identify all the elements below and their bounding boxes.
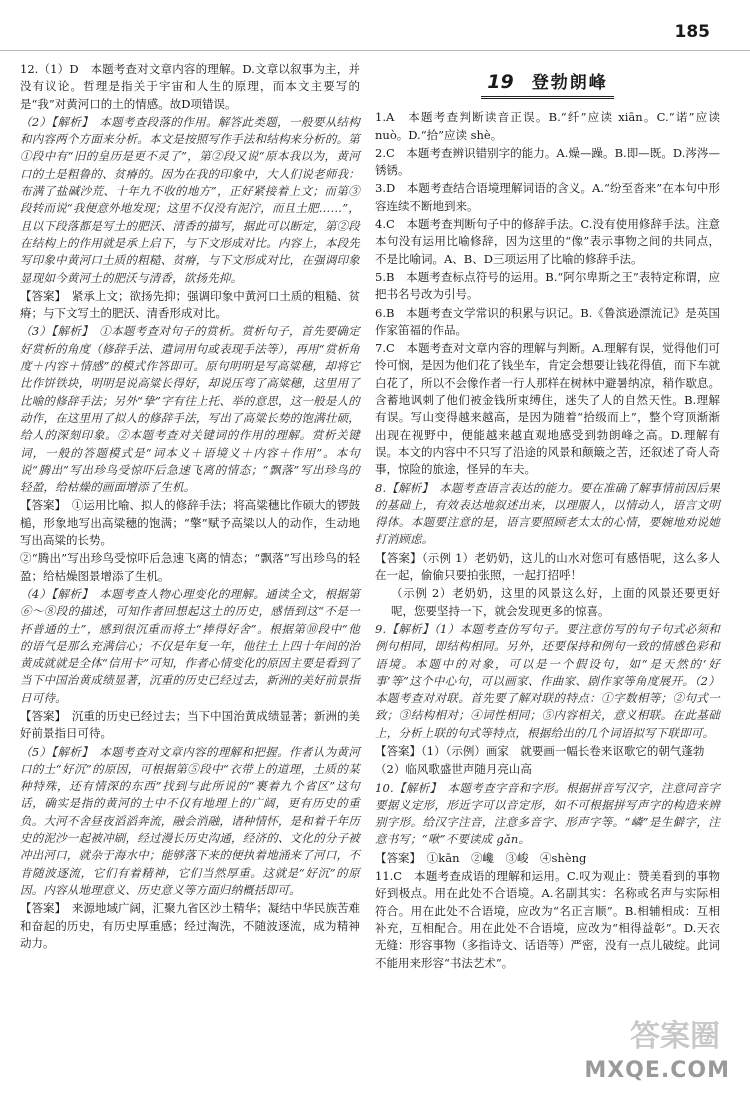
answer-paragraph: （3）【解析】 ①本题考查对句子的赏析。赏析句子，首先要确定好赏析的角度（修辞手法、遣词用句或表现手法等），再用“赏析角度＋内容＋情感”的模式作答即可。原句明明是写高粱穗，却将它比作饼铁块，明明是说高粱长得好，却说压弯了高粱穗，这里用了比喻的修辞手法；另外“挚”字有往上托、举的意思，这一般是人的动作，在这里用了拟人的修辞手法，写出了高粱长势的饱满壮硕，给人的深刻印象。②本题考查对关键词的作用的理解。赏析关键词，一般的答题模式是“词本义＋语境义＋内容＋作用”。本句说“腾出”写出珍鸟受惊吓后急速飞离的情态；“飘落”写出珍鸟的轻盈，给枯燥的画面增添了生机。 xyxy=(20,324,360,495)
answer-paragraph: 【答案】 ①kān ②巉 ③峻 ④shèng xyxy=(375,850,587,865)
left-column xyxy=(20,60,360,952)
answer-paragraph: 【答案】 紧承上文；欲扬先抑；强调印象中黄河口土质的粗糙、贫瘠；与下文写土的肥沃、清香形成对比。 xyxy=(20,288,360,321)
answer-paragraph: 12.（1）D 本题考查对文章内容的理解。D.文章以叙事为主，并没有议论。哲理是指关于宇宙和人生的原理，而本文主要写的是“我”对黄河口的土的情感。故D项错误。 xyxy=(20,62,360,111)
watermark-logo: 答案圈 xyxy=(630,1019,720,1054)
answer-paragraph: 9.【解析】（1）本题考查仿写句子。要注意仿写的句子句式必须和例句相同，即结构相同。另外，还要保持和例句一致的情感色彩和语境。本题中的对象，可以是一个假设句，如“是天然的‘好事’等”这个中心句，可以画家、作曲家、剧作家等角度展开。（2）本题考查对对联。首先要了解对联的特点：①字数相等；②句式一致；③结构相对；④词性相同；⑤内容相关，意义相联。在此基础上，分析上联的句式等特点，根据给出的几个词语拟写下联即可。 xyxy=(375,621,720,740)
answer-paragraph: （5）【解析】 本题考查对文章内容的理解和把握。作者认为黄河口的土“好沉”的原因，可根据第⑤段中“衣带上的道理，土质的某种特殊，还有情深的东西”找到与此所说的“裹着九个省区”这句话，确实是指的黄河的土中不仅有地理上的广阔，更有历史的重负。大河不舍昼夜滔滔奔流，融会消融，诸种情怀，是和着千年历史的泥沙一起被冲刷，经过漫长历史沟通，经济的、文化的分子被冲出河口，就杂于海水中；能够落下来的便执着地涌来了河口，不肯随波逐流，它们有着精神，它们当然厚重。这就是“好沉”的原因。内容从地理意义、历史意义等方面归纳概括即可。 xyxy=(20,744,360,897)
answer-paragraph: 【答案】（1）（示例）画家 就要画一幅长卷来讴歌它的朝气蓬勃 xyxy=(375,743,705,758)
answer-paragraph: （2）【解析】 本题考查段落的作用。解答此类题，一般要从结构和内容两个方面来分析。本文是按照写作手法和结构来分析的。第①段中有“旧的皇历是更不灵了”，第②段又说“原本我以为，黄河口的土是粗鲁的、贫瘠的。因为在我的印象中，大人们说老师我：布满了盐碱沙荒、十年九不收的地方”，正好紧接着上文；而第③段转而说“我便意外地发现；这里不仅没有泥泞，而且土肥……”，且以下段落都是写土的肥沃、清香的描写，据此可以断定，第②段在结构上的作用就是承上启下，与下文形成对比。内容上，本段先写印象中黄河口土质的粗糙、贫瘠，与下文形成对比，在强调印象显现如今黄河土的肥沃与清香，欲扬先抑。 xyxy=(20,114,360,285)
answer-paragraph: 【答案】 沉重的历史已经过去；当下中国治黄成绩显著；新洲的美好前景指日可待。 xyxy=(20,708,360,741)
answer-paragraph: （示例 2）老奶奶，这里的风景这么好，上面的风景还要更好呢，您要坚持一下，就会发现更多的惊喜。 xyxy=(391,586,720,618)
answer-paragraph: 【答案】 ①运用比喻、拟人的修辞手法；将高粱穗比作硕大的锣鼓槌，形象地写出高粱穗的饱满；“擎”赋予高粱以人的动作，生动地写出高粱的长势。 xyxy=(20,498,360,548)
answer-paragraph: 【答案】 来源地域广阔，汇聚九省区沙土精华；凝结中华民族苦难和奋起的历史，有历史厚重感；经过淘洗，不随波逐流，成为精神动力。 xyxy=(20,901,360,950)
right-column xyxy=(375,60,720,972)
answer-paragraph: 6.B 本题考查文学常识的积累与识记。B.《鲁滨逊漂流记》是英国作家笛福的作品。 xyxy=(375,305,720,337)
answer-paragraph: ②“腾出”写出珍鸟受惊吓后急速飞离的情态；“飘落”写出珍鸟的轻盈；给枯燥图景增添了生机。 xyxy=(20,551,360,583)
answer-paragraph: 2.C 本题考查辨识错别字的能力。A.燥—躁。B.即—既。D.涔涔—锈锈。 xyxy=(375,145,720,178)
answer-paragraph: 【答案】（示例 1）老奶奶，这儿的山水对您可有感悟呢，这么多人在一起，偷偷只要拍张照，一起打招呼！ xyxy=(375,550,720,583)
answer-paragraph: （4）【解析】 本题考查人物心理变化的理解。通读全文，根据第⑥～⑧段的描述，可知作者回想起这土的历史，感悟到这“不是一抔普通的土”，感到很沉重而将土“捧得好舍”。根据第⑩段中“他的语气是那么充满信心；不仅是年复一年，他往土上四十年间的治黄成就就是全体“信用卡”可知，作者心情变化的原因主要是看到了当下中国治黄成绩显著，沉重的历史已经过去，新洲的美好前景指日可待。 xyxy=(20,586,360,705)
watermark-url: MXQE.COM xyxy=(584,1058,730,1083)
top-rule xyxy=(0,50,750,51)
lesson-heading xyxy=(375,71,720,99)
answer-paragraph: 4.C 本题考查判断句子中的修辞手法。C.没有使用修辞手法。注意本句没有运用比喻修辞，因为这里的“像”表示事物之间的共同点，不是比喻词。A、B、D三项运用了比喻的修辞手法。 xyxy=(375,217,720,266)
page-number: 185 xyxy=(674,22,710,42)
answer-paragraph: 8.【解析】 本题考查语言表达的能力。要在准确了解事情前因后果的基础上，有效表达地叙述出来，以理服人，以情动人，语言文明得体。本题要注意的是，语言要照顾老太太的心情，要婉地劝说她打消顾虑。 xyxy=(375,480,720,547)
answer-paragraph: 7.C 本题考查对文章内容的理解与判断。A.理解有误，觉得他们可怜可悯，是因为他们花了钱坐车，肯定会想要让钱花得值，而下车就白花了，所以不会像作者一行人那样在树林中避暑纳凉，稍作歇息。含蓄地讽刺了他们被金钱所束缚住，迷失了人的自然天性。B.理解有误。写山变得越来越高，是因为随着“拾级而上”，整个穹顶渐渐出现在视野中，便能越来越直观地感受到勃朗峰之高。D.理解有误。本文的内容中不只写了沿途的风景和颠簸之苦，还叙述了奇人奇事，惊险的旅途，怪异的车夫。 xyxy=(375,341,720,477)
lesson-title: 登勃朗峰 xyxy=(531,73,608,93)
answer-paragraph: 10.【解析】 本题考查字音和字形。根据拼音写汉字，注意同音字要据义定形，形近字可以音定形，如不可根据拼写声字的构造来辨别字形。给汉字注音，注意多音字、形声字等。“嶙”是生僻字，注意书写；“啾”不要读成 gǎn。 xyxy=(375,780,720,847)
answer-paragraph: 5.B 本题考查标点符号的运用。B.“阿尔卑斯之王”表特定称谓，应把书名号改为引号。 xyxy=(375,269,720,302)
right-answers xyxy=(375,109,720,972)
answer-paragraph: （2）临风歌盛世声随月亮山高 xyxy=(375,762,532,777)
answer-paragraph: 1.A 本题考查判断读音正误。B.“纤”应读 xiān。C.“诺”应读 nuò。D.“拾”应读 shè。 xyxy=(375,110,720,142)
lesson-number: 19 xyxy=(487,71,514,93)
answer-paragraph: 11.C 本题考查成语的理解和运用。C.叹为观止：赞美看到的事物好到极点。用在此处不合语境。A.名副其实：名称或名声与实际相符合。用在此处不合语境，应改为“名正言顺”。B.相辅相成：互相补充，互相配合。用在此处不合语境，应改为“相得益彰”。D.天衣无缝：形容事物（多指诗文、话语等）严密，没有一点儿破绽。此词不能用来形容“书法艺术”。 xyxy=(375,869,720,970)
answer-paragraph: 3.D 本题考查结合语境理解词语的含义。A.“纷至沓来”在本句中形容连续不断地到来。 xyxy=(375,181,720,213)
